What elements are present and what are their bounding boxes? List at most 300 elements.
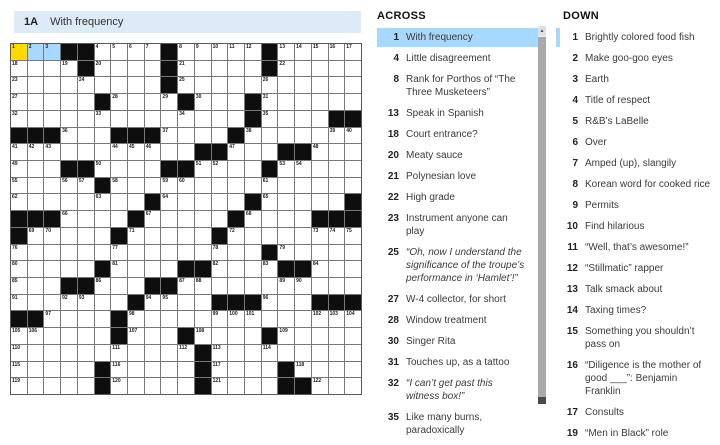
down-clue-5[interactable] bbox=[556, 112, 720, 131]
grid-cell[interactable] bbox=[345, 362, 361, 378]
grid-cell[interactable] bbox=[329, 128, 345, 144]
grid-cell[interactable] bbox=[128, 345, 144, 361]
grid-cell[interactable] bbox=[278, 278, 294, 294]
grid-cell[interactable] bbox=[61, 111, 77, 127]
grid-cell[interactable] bbox=[312, 144, 328, 160]
grid-cell[interactable] bbox=[128, 178, 144, 194]
grid-cell[interactable] bbox=[11, 362, 27, 378]
grid-cell[interactable] bbox=[44, 362, 60, 378]
grid-cell[interactable] bbox=[195, 211, 211, 227]
grid-cell[interactable] bbox=[295, 245, 311, 261]
across-clue-25[interactable] bbox=[377, 243, 543, 288]
grid-cell[interactable] bbox=[228, 144, 244, 160]
grid-cell[interactable] bbox=[312, 261, 328, 277]
grid-cell[interactable] bbox=[95, 161, 111, 177]
grid-cell[interactable] bbox=[228, 178, 244, 194]
grid-cell[interactable] bbox=[44, 144, 60, 160]
grid-cell[interactable] bbox=[128, 362, 144, 378]
grid-cell[interactable] bbox=[295, 345, 311, 361]
grid-cell[interactable] bbox=[11, 94, 27, 110]
grid-cell[interactable] bbox=[329, 94, 345, 110]
grid-cell[interactable] bbox=[278, 111, 294, 127]
grid-cell[interactable] bbox=[329, 77, 345, 93]
grid-cell[interactable] bbox=[95, 211, 111, 227]
grid-cell[interactable] bbox=[61, 94, 77, 110]
grid-cell[interactable] bbox=[145, 345, 161, 361]
grid-cell[interactable] bbox=[212, 111, 228, 127]
grid-cell[interactable] bbox=[61, 362, 77, 378]
grid-cell[interactable] bbox=[78, 362, 94, 378]
down-clue-15[interactable] bbox=[556, 322, 720, 354]
grid-cell[interactable] bbox=[28, 278, 44, 294]
grid-cell[interactable] bbox=[262, 144, 278, 160]
grid-cell[interactable] bbox=[178, 378, 194, 394]
grid-cell[interactable] bbox=[262, 378, 278, 394]
grid-cell[interactable] bbox=[228, 111, 244, 127]
grid-cell[interactable] bbox=[28, 261, 44, 277]
grid-cell[interactable] bbox=[128, 94, 144, 110]
grid-cell[interactable] bbox=[262, 345, 278, 361]
across-clue-27[interactable] bbox=[377, 290, 543, 309]
grid-cell[interactable] bbox=[28, 295, 44, 311]
grid-cell[interactable] bbox=[329, 245, 345, 261]
down-clue-2[interactable] bbox=[556, 49, 720, 68]
grid-cell[interactable] bbox=[295, 77, 311, 93]
down-clue-11[interactable] bbox=[556, 238, 720, 257]
grid-cell[interactable] bbox=[44, 228, 60, 244]
down-clue-13[interactable] bbox=[556, 280, 720, 299]
grid-cell[interactable] bbox=[111, 178, 127, 194]
grid-cell[interactable] bbox=[295, 278, 311, 294]
grid-cell[interactable] bbox=[345, 44, 361, 60]
grid-cell[interactable] bbox=[295, 94, 311, 110]
grid-cell[interactable] bbox=[161, 378, 177, 394]
grid-cell[interactable] bbox=[278, 211, 294, 227]
grid-cell[interactable] bbox=[128, 44, 144, 60]
grid-cell[interactable] bbox=[28, 328, 44, 344]
grid-cell[interactable] bbox=[312, 178, 328, 194]
grid-cell[interactable] bbox=[78, 378, 94, 394]
grid-cell[interactable] bbox=[78, 245, 94, 261]
grid-cell[interactable] bbox=[78, 328, 94, 344]
selected-cell[interactable] bbox=[11, 44, 27, 60]
grid-cell[interactable] bbox=[329, 311, 345, 327]
grid-cell[interactable] bbox=[61, 261, 77, 277]
grid-cell[interactable] bbox=[245, 345, 261, 361]
grid-cell[interactable] bbox=[262, 111, 278, 127]
grid-cell[interactable] bbox=[111, 161, 127, 177]
across-clue-1[interactable] bbox=[377, 28, 543, 47]
grid-cell[interactable] bbox=[61, 345, 77, 361]
grid-cell[interactable] bbox=[262, 295, 278, 311]
grid-cell[interactable] bbox=[111, 261, 127, 277]
grid-cell[interactable] bbox=[195, 311, 211, 327]
grid-cell[interactable] bbox=[212, 61, 228, 77]
grid-cell[interactable] bbox=[44, 278, 60, 294]
grid-cell[interactable] bbox=[78, 178, 94, 194]
across-clue-30[interactable] bbox=[377, 332, 543, 351]
grid-cell[interactable] bbox=[245, 144, 261, 160]
grid-cell[interactable] bbox=[44, 94, 60, 110]
grid-cell[interactable] bbox=[295, 328, 311, 344]
grid-cell[interactable] bbox=[95, 44, 111, 60]
grid-cell[interactable] bbox=[345, 144, 361, 160]
grid-cell[interactable] bbox=[44, 295, 60, 311]
grid-cell[interactable] bbox=[145, 178, 161, 194]
grid-cell[interactable] bbox=[212, 278, 228, 294]
grid-cell[interactable] bbox=[178, 311, 194, 327]
grid-cell[interactable] bbox=[178, 362, 194, 378]
grid-cell[interactable] bbox=[11, 77, 27, 93]
grid-cell[interactable] bbox=[345, 278, 361, 294]
grid-cell[interactable] bbox=[111, 295, 127, 311]
grid-cell[interactable] bbox=[145, 245, 161, 261]
grid-cell[interactable] bbox=[212, 245, 228, 261]
grid-cell[interactable] bbox=[61, 228, 77, 244]
grid-cell[interactable] bbox=[329, 345, 345, 361]
grid-cell[interactable] bbox=[128, 77, 144, 93]
grid-cell[interactable] bbox=[44, 111, 60, 127]
grid-cell[interactable] bbox=[161, 362, 177, 378]
grid-cell[interactable] bbox=[228, 328, 244, 344]
grid-cell[interactable] bbox=[111, 94, 127, 110]
grid-cell[interactable] bbox=[245, 61, 261, 77]
grid-cell[interactable] bbox=[145, 77, 161, 93]
grid-cell[interactable] bbox=[278, 61, 294, 77]
grid-cell[interactable] bbox=[228, 44, 244, 60]
grid-cell[interactable] bbox=[245, 278, 261, 294]
grid-cell[interactable] bbox=[28, 194, 44, 210]
grid-cell[interactable] bbox=[61, 194, 77, 210]
across-clue-22[interactable] bbox=[377, 188, 543, 207]
grid-cell[interactable] bbox=[195, 61, 211, 77]
down-clue-17[interactable] bbox=[556, 403, 720, 422]
grid-cell[interactable] bbox=[161, 311, 177, 327]
grid-cell[interactable] bbox=[61, 144, 77, 160]
across-clue-31[interactable] bbox=[377, 353, 543, 372]
highlighted-cell[interactable] bbox=[28, 44, 44, 60]
grid-cell[interactable] bbox=[61, 178, 77, 194]
grid-cell[interactable] bbox=[111, 245, 127, 261]
grid-cell[interactable] bbox=[44, 378, 60, 394]
grid-cell[interactable] bbox=[161, 194, 177, 210]
grid-cell[interactable] bbox=[11, 144, 27, 160]
grid-cell[interactable] bbox=[278, 345, 294, 361]
grid-cell[interactable] bbox=[345, 228, 361, 244]
grid-cell[interactable] bbox=[245, 178, 261, 194]
grid-cell[interactable] bbox=[28, 345, 44, 361]
down-clue-1[interactable] bbox=[556, 28, 720, 47]
grid-cell[interactable] bbox=[228, 261, 244, 277]
grid-cell[interactable] bbox=[329, 362, 345, 378]
across-clue-8[interactable] bbox=[377, 70, 543, 102]
down-clue-16[interactable] bbox=[556, 356, 720, 401]
down-clue-10[interactable] bbox=[556, 217, 720, 236]
grid-cell[interactable] bbox=[61, 311, 77, 327]
grid-cell[interactable] bbox=[278, 94, 294, 110]
grid-cell[interactable] bbox=[161, 211, 177, 227]
grid-cell[interactable] bbox=[78, 211, 94, 227]
grid-cell[interactable] bbox=[312, 194, 328, 210]
grid-cell[interactable] bbox=[262, 194, 278, 210]
grid-cell[interactable] bbox=[278, 77, 294, 93]
across-clue-20[interactable] bbox=[377, 146, 543, 165]
grid-cell[interactable] bbox=[145, 328, 161, 344]
grid-cell[interactable] bbox=[178, 211, 194, 227]
grid-cell[interactable] bbox=[295, 311, 311, 327]
across-clue-32[interactable] bbox=[377, 374, 543, 406]
grid-cell[interactable] bbox=[262, 362, 278, 378]
grid-cell[interactable] bbox=[145, 161, 161, 177]
grid-cell[interactable] bbox=[78, 295, 94, 311]
grid-cell[interactable] bbox=[128, 278, 144, 294]
grid-cell[interactable] bbox=[212, 161, 228, 177]
scrollbar-down-arrow[interactable] bbox=[538, 397, 546, 404]
grid-cell[interactable] bbox=[212, 261, 228, 277]
grid-cell[interactable] bbox=[295, 178, 311, 194]
down-clue-14[interactable] bbox=[556, 301, 720, 320]
grid-cell[interactable] bbox=[61, 128, 77, 144]
grid-cell[interactable] bbox=[262, 77, 278, 93]
grid-cell[interactable] bbox=[195, 194, 211, 210]
grid-cell[interactable] bbox=[128, 228, 144, 244]
grid-cell[interactable] bbox=[295, 161, 311, 177]
grid-cell[interactable] bbox=[345, 128, 361, 144]
grid-cell[interactable] bbox=[111, 378, 127, 394]
grid-cell[interactable] bbox=[312, 328, 328, 344]
grid-cell[interactable] bbox=[345, 261, 361, 277]
grid-cell[interactable] bbox=[111, 194, 127, 210]
grid-cell[interactable] bbox=[312, 245, 328, 261]
grid-cell[interactable] bbox=[312, 161, 328, 177]
grid-cell[interactable] bbox=[145, 144, 161, 160]
grid-cell[interactable] bbox=[228, 311, 244, 327]
grid-cell[interactable] bbox=[195, 161, 211, 177]
grid-cell[interactable] bbox=[78, 345, 94, 361]
grid-cell[interactable] bbox=[212, 345, 228, 361]
grid-cell[interactable] bbox=[161, 111, 177, 127]
grid-cell[interactable] bbox=[278, 311, 294, 327]
grid-cell[interactable] bbox=[44, 311, 60, 327]
grid-cell[interactable] bbox=[345, 311, 361, 327]
grid-cell[interactable] bbox=[28, 61, 44, 77]
grid-cell[interactable] bbox=[228, 378, 244, 394]
grid-cell[interactable] bbox=[245, 128, 261, 144]
grid-cell[interactable] bbox=[11, 194, 27, 210]
grid-cell[interactable] bbox=[195, 328, 211, 344]
grid-cell[interactable] bbox=[161, 178, 177, 194]
grid-cell[interactable] bbox=[345, 328, 361, 344]
grid-cell[interactable] bbox=[312, 228, 328, 244]
grid-cell[interactable] bbox=[228, 228, 244, 244]
grid-cell[interactable] bbox=[345, 77, 361, 93]
grid-cell[interactable] bbox=[61, 245, 77, 261]
across-clue-18[interactable] bbox=[377, 125, 543, 144]
grid-cell[interactable] bbox=[312, 44, 328, 60]
grid-cell[interactable] bbox=[161, 245, 177, 261]
grid-cell[interactable] bbox=[111, 278, 127, 294]
grid-cell[interactable] bbox=[262, 94, 278, 110]
grid-cell[interactable] bbox=[11, 295, 27, 311]
grid-cell[interactable] bbox=[11, 345, 27, 361]
grid-cell[interactable] bbox=[245, 245, 261, 261]
grid-cell[interactable] bbox=[195, 178, 211, 194]
grid-cell[interactable] bbox=[28, 111, 44, 127]
grid-cell[interactable] bbox=[28, 77, 44, 93]
grid-cell[interactable] bbox=[262, 128, 278, 144]
grid-cell[interactable] bbox=[145, 61, 161, 77]
grid-cell[interactable] bbox=[295, 44, 311, 60]
grid-cell[interactable] bbox=[312, 362, 328, 378]
grid-cell[interactable] bbox=[95, 328, 111, 344]
grid-cell[interactable] bbox=[262, 278, 278, 294]
grid-cell[interactable] bbox=[95, 311, 111, 327]
grid-cell[interactable] bbox=[329, 161, 345, 177]
grid-cell[interactable] bbox=[312, 128, 328, 144]
grid-cell[interactable] bbox=[145, 94, 161, 110]
down-clue-6[interactable] bbox=[556, 133, 720, 152]
grid-cell[interactable] bbox=[145, 362, 161, 378]
grid-cell[interactable] bbox=[312, 77, 328, 93]
grid-cell[interactable] bbox=[228, 345, 244, 361]
grid-cell[interactable] bbox=[278, 194, 294, 210]
grid-cell[interactable] bbox=[345, 94, 361, 110]
grid-cell[interactable] bbox=[228, 94, 244, 110]
grid-cell[interactable] bbox=[61, 61, 77, 77]
grid-cell[interactable] bbox=[78, 128, 94, 144]
grid-cell[interactable] bbox=[95, 345, 111, 361]
grid-cell[interactable] bbox=[278, 245, 294, 261]
grid-cell[interactable] bbox=[329, 61, 345, 77]
grid-cell[interactable] bbox=[78, 111, 94, 127]
grid-cell[interactable] bbox=[28, 161, 44, 177]
grid-cell[interactable] bbox=[78, 228, 94, 244]
grid-cell[interactable] bbox=[262, 211, 278, 227]
grid-cell[interactable] bbox=[212, 128, 228, 144]
grid-cell[interactable] bbox=[178, 295, 194, 311]
grid-cell[interactable] bbox=[228, 194, 244, 210]
grid-cell[interactable] bbox=[161, 295, 177, 311]
grid-cell[interactable] bbox=[78, 144, 94, 160]
grid-cell[interactable] bbox=[128, 144, 144, 160]
grid-cell[interactable] bbox=[295, 194, 311, 210]
grid-cell[interactable] bbox=[61, 77, 77, 93]
grid-cell[interactable] bbox=[212, 178, 228, 194]
grid-cell[interactable] bbox=[278, 178, 294, 194]
grid-cell[interactable] bbox=[178, 61, 194, 77]
grid-cell[interactable] bbox=[95, 295, 111, 311]
scrollbar-up-arrow[interactable]: ▲ bbox=[539, 28, 545, 34]
grid-cell[interactable] bbox=[212, 362, 228, 378]
grid-cell[interactable] bbox=[44, 194, 60, 210]
grid-cell[interactable] bbox=[178, 44, 194, 60]
grid-cell[interactable] bbox=[245, 362, 261, 378]
grid-cell[interactable] bbox=[312, 378, 328, 394]
grid-cell[interactable] bbox=[312, 61, 328, 77]
grid-cell[interactable] bbox=[195, 111, 211, 127]
grid-cell[interactable] bbox=[78, 94, 94, 110]
down-clue-3[interactable] bbox=[556, 70, 720, 89]
grid-cell[interactable] bbox=[145, 311, 161, 327]
grid-cell[interactable] bbox=[161, 328, 177, 344]
grid-cell[interactable] bbox=[345, 61, 361, 77]
grid-cell[interactable] bbox=[111, 77, 127, 93]
grid-cell[interactable] bbox=[11, 111, 27, 127]
across-clue-28[interactable] bbox=[377, 311, 543, 330]
grid-cell[interactable] bbox=[212, 378, 228, 394]
grid-cell[interactable] bbox=[212, 211, 228, 227]
grid-cell[interactable] bbox=[329, 261, 345, 277]
grid-cell[interactable] bbox=[95, 228, 111, 244]
grid-cell[interactable] bbox=[28, 94, 44, 110]
grid-cell[interactable] bbox=[28, 362, 44, 378]
grid-cell[interactable] bbox=[228, 278, 244, 294]
down-clue-9[interactable] bbox=[556, 196, 720, 215]
down-clue-7[interactable] bbox=[556, 154, 720, 173]
grid-cell[interactable] bbox=[195, 77, 211, 93]
grid-cell[interactable] bbox=[212, 77, 228, 93]
grid-cell[interactable] bbox=[195, 128, 211, 144]
grid-cell[interactable] bbox=[111, 144, 127, 160]
grid-cell[interactable] bbox=[111, 362, 127, 378]
grid-cell[interactable] bbox=[245, 77, 261, 93]
grid-cell[interactable] bbox=[78, 77, 94, 93]
grid-cell[interactable] bbox=[212, 328, 228, 344]
grid-cell[interactable] bbox=[245, 328, 261, 344]
grid-cell[interactable] bbox=[111, 61, 127, 77]
across-scrollbar[interactable] bbox=[538, 26, 546, 404]
across-clue-21[interactable] bbox=[377, 167, 543, 186]
grid-cell[interactable] bbox=[78, 311, 94, 327]
grid-cell[interactable] bbox=[312, 278, 328, 294]
grid-cell[interactable] bbox=[228, 245, 244, 261]
grid-cell[interactable] bbox=[329, 378, 345, 394]
grid-cell[interactable] bbox=[245, 261, 261, 277]
grid-cell[interactable] bbox=[61, 328, 77, 344]
grid-cell[interactable] bbox=[28, 228, 44, 244]
grid-cell[interactable] bbox=[262, 228, 278, 244]
grid-cell[interactable] bbox=[44, 161, 60, 177]
grid-cell[interactable] bbox=[111, 44, 127, 60]
grid-cell[interactable] bbox=[295, 128, 311, 144]
grid-cell[interactable] bbox=[28, 178, 44, 194]
grid-cell[interactable] bbox=[329, 328, 345, 344]
across-clue-35[interactable] bbox=[377, 408, 543, 440]
grid-cell[interactable] bbox=[178, 345, 194, 361]
down-clue-4[interactable] bbox=[556, 91, 720, 110]
grid-cell[interactable] bbox=[161, 345, 177, 361]
grid-cell[interactable] bbox=[128, 111, 144, 127]
grid-cell[interactable] bbox=[78, 261, 94, 277]
grid-cell[interactable] bbox=[178, 178, 194, 194]
grid-cell[interactable] bbox=[295, 362, 311, 378]
grid-cell[interactable] bbox=[278, 295, 294, 311]
grid-cell[interactable] bbox=[195, 278, 211, 294]
down-clue-19[interactable] bbox=[556, 424, 720, 443]
grid-cell[interactable] bbox=[128, 378, 144, 394]
grid-cell[interactable] bbox=[78, 194, 94, 210]
grid-cell[interactable] bbox=[95, 278, 111, 294]
grid-cell[interactable] bbox=[95, 194, 111, 210]
grid-cell[interactable] bbox=[312, 311, 328, 327]
grid-cell[interactable] bbox=[111, 345, 127, 361]
grid-cell[interactable] bbox=[212, 194, 228, 210]
grid-cell[interactable] bbox=[295, 211, 311, 227]
grid-cell[interactable] bbox=[228, 362, 244, 378]
grid-cell[interactable] bbox=[178, 144, 194, 160]
grid-cell[interactable] bbox=[245, 44, 261, 60]
grid-cell[interactable] bbox=[44, 245, 60, 261]
